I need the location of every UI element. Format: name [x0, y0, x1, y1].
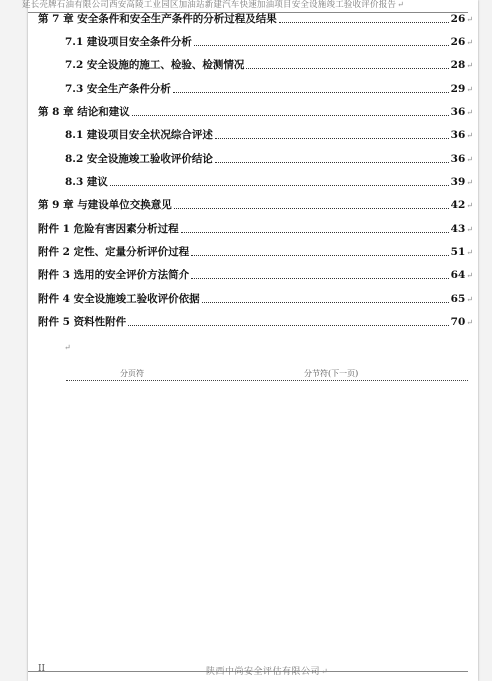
- paragraph-mark: ↵: [466, 85, 473, 94]
- toc-entry-title: 附件 2 定性、定量分析评价过程: [38, 246, 190, 258]
- toc-entry-page: 42: [450, 199, 466, 211]
- toc-leader: [191, 278, 449, 279]
- toc-entry-title: 第 9 章 与建设单位交换意见: [38, 199, 172, 211]
- toc-leader: [173, 92, 449, 93]
- paragraph-mark: ↵: [466, 225, 473, 234]
- section-break: [66, 368, 468, 381]
- footer-page-number: II: [38, 664, 46, 674]
- section-break-label: 分节符(下一页): [304, 369, 359, 378]
- toc-entry[interactable]: [38, 105, 473, 119]
- paragraph-mark: ↵: [466, 131, 473, 140]
- toc-leader: [191, 255, 449, 256]
- toc-entry-page: 36: [450, 153, 466, 165]
- paragraph-mark: ↵: [466, 318, 473, 327]
- toc-leader: [128, 325, 449, 326]
- toc-entry-title: 附件 3 选用的安全评价方法简介: [38, 269, 190, 281]
- header-text: 延长壳牌石油有限公司西安高陵工业园区加油站新建汽车快速加油项目安全设施竣工验收评价报告: [22, 0, 397, 10]
- document-page: [28, 0, 478, 681]
- paragraph-mark: ↵: [466, 295, 473, 304]
- toc-leader: [110, 185, 449, 186]
- paragraph-mark: ↵: [466, 38, 473, 47]
- paragraph-mark: ↵: [466, 178, 473, 187]
- toc-entry[interactable]: [65, 82, 473, 96]
- toc-entry[interactable]: [65, 175, 473, 189]
- toc-entry-page: 26: [450, 36, 466, 48]
- toc-entry-title: 附件 4 安全设施竣工验收评价依据: [38, 293, 200, 305]
- paragraph-mark: ↵: [466, 271, 473, 280]
- toc-entry-page: 64: [450, 269, 466, 281]
- toc-leader: [246, 68, 448, 69]
- paragraph-mark: ↵: [321, 667, 329, 676]
- toc-entry-title: 8.3 建议: [65, 176, 108, 188]
- paragraph-mark: ↵: [466, 108, 473, 117]
- toc-leader: [181, 232, 449, 233]
- toc-entry-title: 8.2 安全设施竣工验收评价结论: [65, 153, 213, 165]
- toc-entry[interactable]: [38, 198, 473, 212]
- toc-entry[interactable]: [38, 222, 473, 236]
- footer-company-text: 陕西中尚安全评估有限公司: [206, 667, 321, 677]
- toc-leader: [215, 162, 449, 163]
- toc-entry-title: 7.3 安全生产条件分析: [65, 83, 171, 95]
- toc-leader: [194, 45, 449, 46]
- toc-entry-page: 70: [450, 316, 466, 328]
- footer-company: [206, 664, 328, 677]
- toc-entry[interactable]: [65, 58, 473, 72]
- page-break-label: 分页符: [120, 369, 144, 378]
- toc-leader: [202, 302, 449, 303]
- toc-leader: [132, 115, 449, 116]
- toc-entry-title: 第 7 章 安全条件和安全生产条件的分析过程及结果: [38, 13, 277, 25]
- toc-entry-page: 43: [450, 223, 466, 235]
- running-header: [22, 0, 472, 12]
- paragraph-mark: ↵: [397, 0, 405, 9]
- toc-entry-page: 36: [450, 106, 466, 118]
- toc-entry-title: 附件 1 危险有害因素分析过程: [38, 223, 179, 235]
- toc-leader: [215, 138, 449, 139]
- toc-entry-page: 65: [450, 293, 466, 305]
- paragraph-mark: ↵: [64, 343, 71, 352]
- toc-entry[interactable]: [38, 292, 473, 306]
- toc-entry-page: 28: [450, 59, 466, 71]
- toc-entry-title: 8.1 建设项目安全状况综合评述: [65, 129, 213, 141]
- toc-entry-page: 26: [450, 13, 466, 25]
- toc-leader: [174, 208, 449, 209]
- paragraph-mark: ↵: [466, 201, 473, 210]
- toc-entry-title: 7.1 建设项目安全条件分析: [65, 36, 192, 48]
- toc-entry-page: 39: [450, 176, 466, 188]
- toc-entry-title: 附件 5 资料性附件: [38, 316, 127, 328]
- toc-leader: [279, 22, 449, 23]
- toc-entry[interactable]: [65, 35, 473, 49]
- toc-entry-page: 51: [450, 246, 466, 258]
- paragraph-mark: ↵: [466, 61, 473, 70]
- toc-entry[interactable]: [38, 245, 473, 259]
- paragraph-mark: ↵: [466, 248, 473, 257]
- paragraph-mark: ↵: [466, 15, 473, 24]
- toc-entry-title: 第 8 章 结论和建议: [38, 106, 130, 118]
- toc-entry[interactable]: [38, 268, 473, 282]
- toc-entry[interactable]: [38, 12, 473, 26]
- toc-entry[interactable]: [65, 128, 473, 142]
- toc-entry-page: 36: [450, 129, 466, 141]
- toc-entry[interactable]: [38, 315, 473, 329]
- toc-entry[interactable]: [65, 152, 473, 166]
- paragraph-mark: ↵: [466, 155, 473, 164]
- toc-entry-title: 7.2 安全设施的施工、检验、检测情况: [65, 59, 245, 71]
- toc-entry-page: 29: [450, 83, 466, 95]
